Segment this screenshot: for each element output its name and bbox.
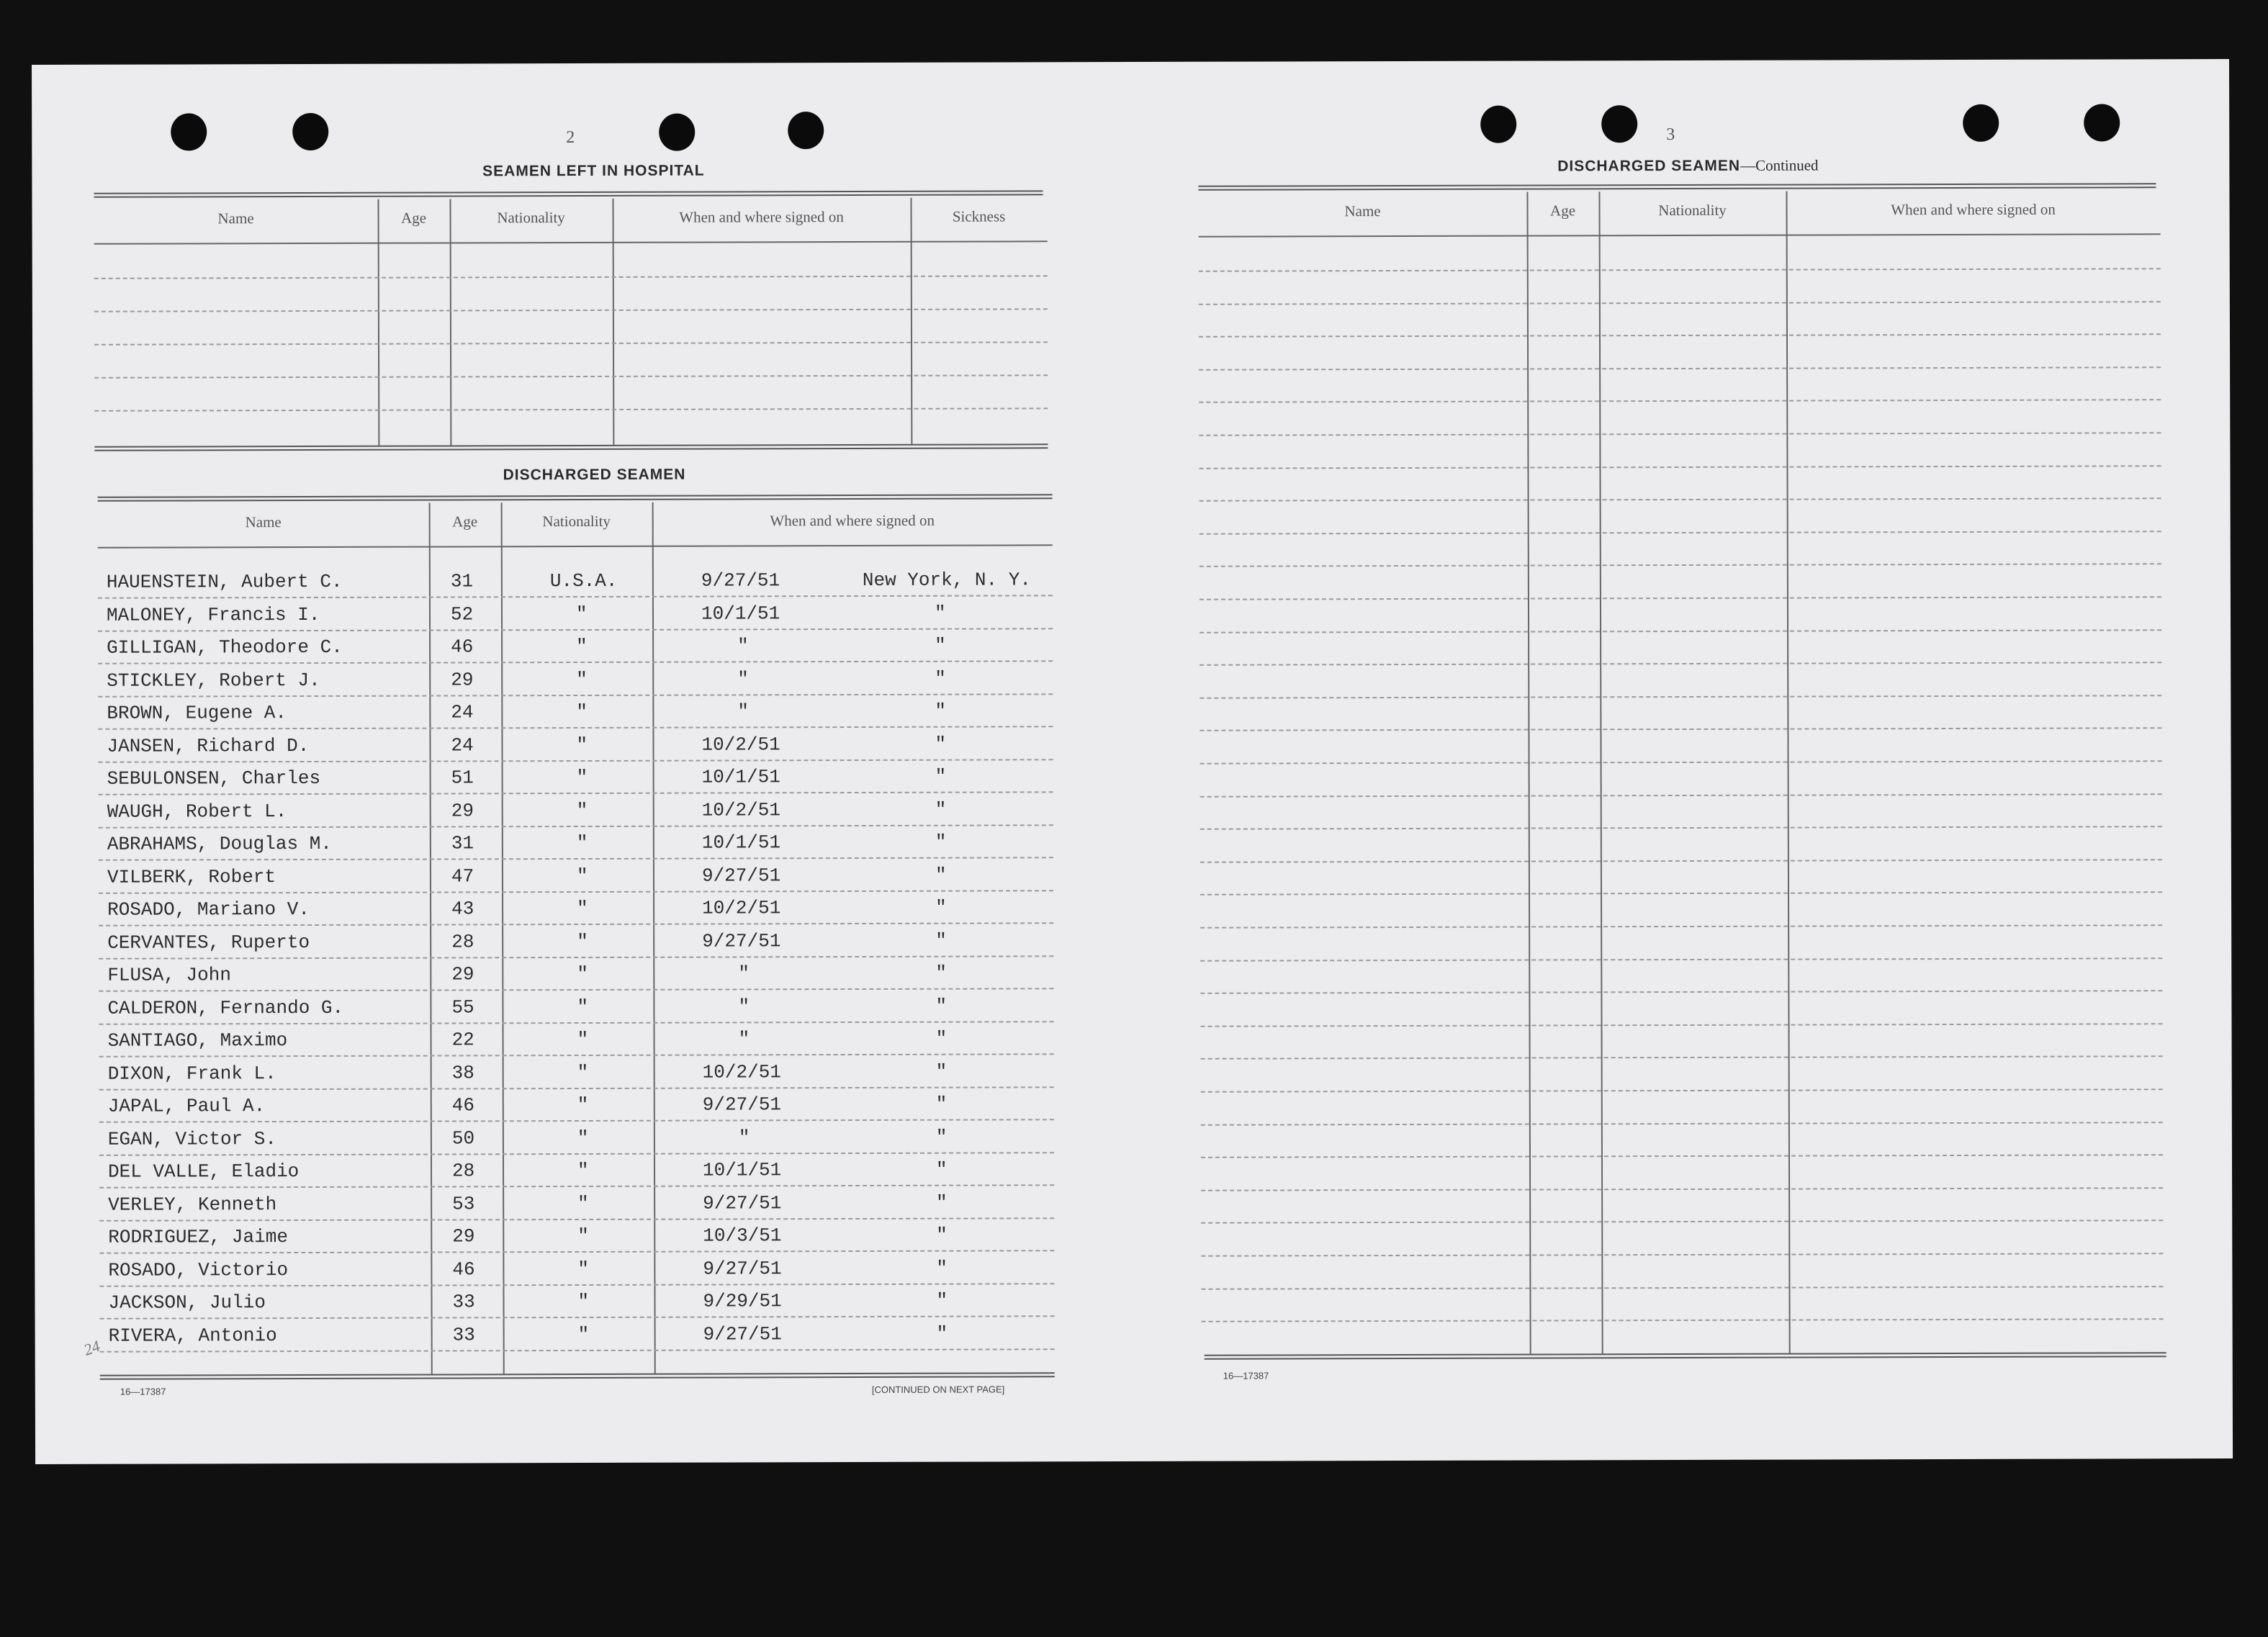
- row-rule: [1200, 695, 2161, 698]
- seaman-age: 28: [451, 1160, 475, 1182]
- row-rule: [1201, 1055, 2163, 1059]
- row-rule: [1200, 497, 2161, 501]
- seaman-age: 33: [452, 1324, 475, 1346]
- hospital-table: [32, 59, 2229, 65]
- column-header: Age: [1550, 202, 1576, 220]
- seaman-name: ROSADO, Victorio: [108, 1259, 289, 1281]
- signed-on-date: 10/1/51: [701, 831, 781, 854]
- row-rule: [1200, 760, 2162, 764]
- discharged-continued-title: [1457, 156, 1918, 176]
- signed-on-place: ": [935, 929, 947, 952]
- signed-on-date: 9/27/51: [703, 1258, 782, 1280]
- signed-on-date: 9/27/51: [701, 569, 780, 592]
- signed-on-date: 10/1/51: [702, 1159, 782, 1181]
- signed-on-date: ": [737, 668, 749, 690]
- left-page: [32, 59, 2229, 1397]
- signed-on-date: 10/2/51: [701, 799, 780, 821]
- column-header: Age: [401, 209, 427, 227]
- row-rule: [99, 1086, 1054, 1090]
- column-divider: [501, 502, 505, 1374]
- column-header: Name: [245, 513, 282, 531]
- row-rule: [1201, 1219, 2163, 1223]
- seaman-age: 31: [451, 832, 474, 854]
- seaman-name: DEL VALLE, Eladio: [107, 1160, 300, 1183]
- row-rule: [1200, 531, 2161, 534]
- row-rule: [98, 595, 1053, 598]
- row-rule: [1201, 1154, 2163, 1158]
- table-bottom-rule: [94, 443, 1048, 451]
- row-rule: [99, 988, 1053, 991]
- row-rule: [1201, 1286, 2163, 1289]
- seaman-nationality: ": [576, 865, 588, 888]
- row-rule: [99, 1053, 1054, 1057]
- seaman-nationality: ": [576, 831, 588, 854]
- seaman-name: SEBULONSEN, Charles: [107, 767, 321, 790]
- column-header: Name: [217, 209, 254, 227]
- row-rule: [99, 1152, 1054, 1155]
- table-bottom-rule: [100, 1372, 1055, 1379]
- row-rule: [1200, 924, 2162, 928]
- seaman-name: RODRIGUEZ, Jaime: [108, 1226, 288, 1248]
- document-sheet: [32, 59, 2233, 1464]
- seaman-nationality: ": [577, 1225, 589, 1248]
- row-rule: [1200, 1023, 2162, 1027]
- row-rule: [1200, 596, 2161, 600]
- row-rule: [1200, 629, 2161, 633]
- seaman-nationality: U.S.A.: [549, 569, 618, 592]
- signed-on-date: ": [738, 962, 750, 985]
- row-rule: [99, 824, 1053, 828]
- signed-on-place: ": [935, 1158, 948, 1181]
- discharged-section-title: DISCHARGED SEAMEN: [503, 466, 686, 484]
- signed-on-place: New York, N. Y.: [862, 569, 1031, 591]
- signed-on-place: ": [935, 1093, 948, 1115]
- seaman-age: 50: [451, 1127, 475, 1150]
- signed-on-date: ": [738, 996, 750, 1018]
- seaman-nationality: ": [577, 930, 588, 953]
- seaman-name: ROSADO, Mariano V.: [107, 898, 310, 921]
- seaman-name: WAUGH, Robert L.: [107, 801, 287, 823]
- seaman-nationality: ": [577, 1028, 589, 1051]
- row-rule: [1199, 399, 2161, 402]
- signed-on-place: ": [936, 1257, 948, 1279]
- column-divider: [1598, 191, 1603, 1353]
- signed-on-place: ": [935, 700, 947, 722]
- margin-mark: 24: [81, 1336, 103, 1359]
- row-rule: [1202, 1318, 2164, 1322]
- column-divider: [1526, 192, 1531, 1354]
- row-rule: [99, 1119, 1054, 1122]
- seaman-nationality: ": [576, 635, 588, 658]
- punch-hole: [1480, 106, 1516, 143]
- title-suffix: —Continued: [1740, 156, 1819, 174]
- row-rule: [1199, 465, 2161, 469]
- signed-on-place: ": [935, 831, 947, 853]
- column-header: Nationality: [542, 512, 611, 531]
- signed-on-place: ": [935, 896, 947, 919]
- row-rule: [94, 407, 1048, 411]
- signed-on-place: ": [936, 1224, 948, 1246]
- header-rule: [98, 544, 1053, 548]
- seaman-age: 47: [451, 865, 474, 888]
- row-rule: [98, 660, 1053, 664]
- row-rule: [99, 1283, 1054, 1286]
- row-rule: [1199, 333, 2161, 337]
- signed-on-place: ": [936, 1289, 948, 1312]
- column-header: Age: [452, 513, 478, 531]
- seaman-name: EGAN, Victor S.: [107, 1128, 276, 1150]
- punch-hole: [659, 114, 695, 151]
- seaman-age: 29: [451, 963, 474, 986]
- seaman-name: GILLIGAN, Theodore C.: [107, 636, 343, 659]
- signed-on-date: 9/27/51: [702, 930, 781, 952]
- row-rule: [99, 890, 1053, 893]
- seaman-nationality: ": [577, 1290, 590, 1313]
- row-rule: [1200, 727, 2161, 731]
- signed-on-date: 10/3/51: [703, 1225, 782, 1247]
- signed-on-date: 10/2/51: [702, 1061, 781, 1083]
- seaman-age: 46: [452, 1258, 475, 1281]
- seaman-nationality: ": [577, 1159, 589, 1182]
- row-rule: [99, 791, 1053, 795]
- seaman-name: VERLEY, Kenneth: [108, 1194, 277, 1216]
- seaman-age: 46: [451, 1094, 475, 1117]
- row-rule: [94, 374, 1048, 378]
- seaman-age: 29: [451, 669, 474, 691]
- seaman-age: 46: [451, 636, 474, 658]
- seaman-name: FLUSA, John: [107, 964, 231, 986]
- seaman-nationality: ": [577, 897, 588, 920]
- row-rule: [1200, 859, 2162, 862]
- seaman-nationality: ": [577, 1093, 589, 1117]
- row-rule: [1199, 268, 2161, 271]
- row-rule: [1199, 301, 2161, 305]
- seaman-nationality: ": [576, 700, 588, 723]
- hospital-section-title: SEAMEN LEFT IN HOSPITAL: [482, 162, 705, 180]
- seaman-name: CALDERON, Fernando G.: [107, 996, 344, 1019]
- column-divider: [1786, 191, 1790, 1353]
- punch-hole: [171, 113, 207, 150]
- signed-on-date: 9/27/51: [701, 865, 781, 887]
- column-header: When and where signed on: [770, 511, 935, 530]
- seaman-name: CERVANTES, Ruperto: [107, 931, 310, 954]
- seaman-nationality: ": [577, 1061, 589, 1084]
- row-rule: [94, 308, 1048, 312]
- seaman-name: ABRAHAMS, Douglas M.: [107, 832, 332, 855]
- row-rule: [1199, 432, 2161, 436]
- signed-on-place: ": [935, 634, 946, 657]
- seaman-age: 38: [451, 1062, 474, 1084]
- seaman-nationality: ": [575, 603, 588, 626]
- column-divider: [910, 198, 912, 444]
- seaman-name: DIXON, Frank L.: [107, 1063, 276, 1085]
- page-number: 2: [566, 128, 575, 148]
- seaman-age: 24: [451, 701, 474, 723]
- seaman-nationality: ": [577, 1323, 590, 1346]
- row-rule: [99, 922, 1053, 926]
- seaman-age: 52: [450, 603, 474, 626]
- signed-on-place: ": [935, 1060, 948, 1083]
- form-number: 16—17387: [1223, 1370, 1269, 1381]
- signed-on-date: 9/29/51: [703, 1290, 782, 1312]
- row-rule: [1200, 793, 2162, 797]
- table-bottom-rule: [1205, 1352, 2166, 1359]
- signed-on-date: 10/2/51: [702, 897, 781, 919]
- signed-on-date: 10/2/51: [701, 734, 780, 756]
- row-rule: [99, 1184, 1054, 1188]
- row-rule: [100, 1348, 1055, 1352]
- row-rule: [1201, 1253, 2163, 1256]
- header-rule: [94, 240, 1048, 244]
- title-text: DISCHARGED SEAMEN: [1557, 157, 1741, 175]
- signed-on-date: ": [737, 700, 750, 723]
- header-rule: [1199, 233, 2161, 237]
- row-rule: [1201, 1187, 2163, 1191]
- row-rule: [1200, 563, 2161, 567]
- row-rule: [98, 628, 1053, 631]
- seaman-name: BROWN, Eugene A.: [107, 702, 287, 724]
- row-rule: [99, 857, 1053, 860]
- signed-on-place: ": [935, 995, 948, 1017]
- signed-on-date: ": [738, 1127, 750, 1149]
- punch-hole: [292, 113, 328, 150]
- column-header: Sickness: [952, 207, 1006, 225]
- seaman-age: 24: [451, 734, 474, 757]
- seaman-age: 43: [451, 898, 474, 920]
- column-header: When and where signed on: [679, 208, 844, 226]
- seaman-age: 51: [451, 767, 474, 789]
- row-rule: [99, 1217, 1054, 1221]
- row-rule: [94, 275, 1048, 279]
- row-rule: [1201, 1122, 2163, 1125]
- seaman-nationality: ": [577, 1258, 590, 1281]
- signed-on-date: 9/27/51: [703, 1192, 782, 1214]
- seaman-name: RIVERA, Antonio: [108, 1325, 277, 1347]
- seaman-name: JAPAL, Paul A.: [107, 1095, 266, 1117]
- signed-on-place: ": [935, 1027, 948, 1050]
- column-divider: [449, 199, 451, 445]
- seaman-name: VILBERK, Robert: [107, 866, 276, 888]
- seaman-nationality: ": [577, 1192, 589, 1215]
- punch-hole: [788, 112, 824, 149]
- punch-hole: [2084, 104, 2120, 141]
- seaman-age: 22: [451, 1029, 474, 1051]
- row-rule: [99, 1021, 1053, 1024]
- seaman-nationality: ": [576, 734, 588, 757]
- seaman-nationality: ": [576, 799, 588, 822]
- seaman-age: 31: [450, 570, 474, 592]
- row-rule: [99, 1250, 1054, 1253]
- seaman-nationality: ": [576, 766, 588, 789]
- seaman-nationality: ": [577, 1127, 589, 1150]
- seaman-name: HAUENSTEIN, Aubert C.: [106, 570, 343, 593]
- title-rule: [1198, 183, 2156, 190]
- seaman-name: SANTIAGO, Maximo: [107, 1029, 288, 1052]
- signed-on-date: ": [737, 635, 749, 657]
- seaman-name: STICKLEY, Robert J.: [107, 669, 320, 692]
- row-rule: [1200, 662, 2161, 665]
- signed-on-place: ": [935, 1126, 948, 1148]
- row-rule: [1200, 826, 2162, 829]
- signed-on-date: 10/1/51: [701, 766, 780, 788]
- seaman-age: 28: [451, 931, 474, 953]
- signed-on-place: ": [936, 1191, 948, 1214]
- row-rule: [1199, 366, 2161, 370]
- form-number: 16—17387: [120, 1386, 166, 1397]
- column-divider: [652, 502, 656, 1374]
- seaman-name: JACKSON, Julio: [108, 1291, 266, 1314]
- seaman-age: 53: [452, 1193, 475, 1215]
- signed-on-place: ": [935, 765, 947, 788]
- punch-hole: [1963, 104, 1999, 142]
- seaman-nationality: ": [577, 962, 588, 986]
- row-rule: [99, 759, 1053, 762]
- column-header: Nationality: [497, 209, 565, 227]
- continued-note: [CONTINUED ON NEXT PAGE]: [871, 1384, 1005, 1395]
- row-rule: [99, 955, 1053, 959]
- signed-on-date: 9/27/51: [702, 1093, 782, 1116]
- title-rule: [94, 190, 1043, 197]
- row-rule: [98, 693, 1053, 697]
- seaman-age: 55: [451, 996, 474, 1019]
- signed-on-date: 9/27/51: [703, 1323, 782, 1345]
- signed-on-place: ": [936, 1322, 948, 1345]
- signed-on-place: ": [935, 962, 947, 984]
- column-header: When and where signed on: [1891, 200, 2056, 219]
- column-divider: [429, 503, 433, 1374]
- continued-table: [32, 59, 2229, 65]
- column-header: Name: [1344, 202, 1381, 220]
- seaman-nationality: ": [576, 668, 588, 691]
- signed-on-date: ": [738, 1028, 750, 1050]
- column-header: Nationality: [1658, 201, 1727, 220]
- signed-on-place: ": [935, 733, 947, 755]
- seaman-name: MALONEY, Francis I.: [106, 603, 320, 626]
- seaman-age: 29: [451, 800, 474, 822]
- column-divider: [612, 199, 614, 445]
- signed-on-place: ": [934, 602, 946, 624]
- seaman-age: 33: [452, 1291, 475, 1313]
- punch-hole: [1601, 105, 1637, 143]
- row-rule: [94, 341, 1048, 345]
- seaman-age: 29: [452, 1225, 475, 1248]
- title-rule: [98, 494, 1053, 501]
- row-rule: [1201, 1088, 2163, 1092]
- signed-on-place: ": [935, 864, 947, 886]
- row-rule: [1200, 891, 2162, 895]
- signed-on-date: 10/1/51: [701, 603, 780, 625]
- page-number: 3: [1666, 125, 1675, 145]
- row-rule: [100, 1315, 1055, 1319]
- signed-on-place: ": [935, 667, 946, 690]
- row-rule: [1200, 990, 2162, 993]
- seaman-nationality: ": [577, 996, 589, 1019]
- seaman-name: JANSEN, Richard D.: [107, 734, 310, 757]
- signed-on-place: ": [935, 798, 947, 821]
- column-divider: [377, 199, 379, 446]
- row-rule: [98, 726, 1053, 729]
- row-rule: [1200, 957, 2162, 961]
